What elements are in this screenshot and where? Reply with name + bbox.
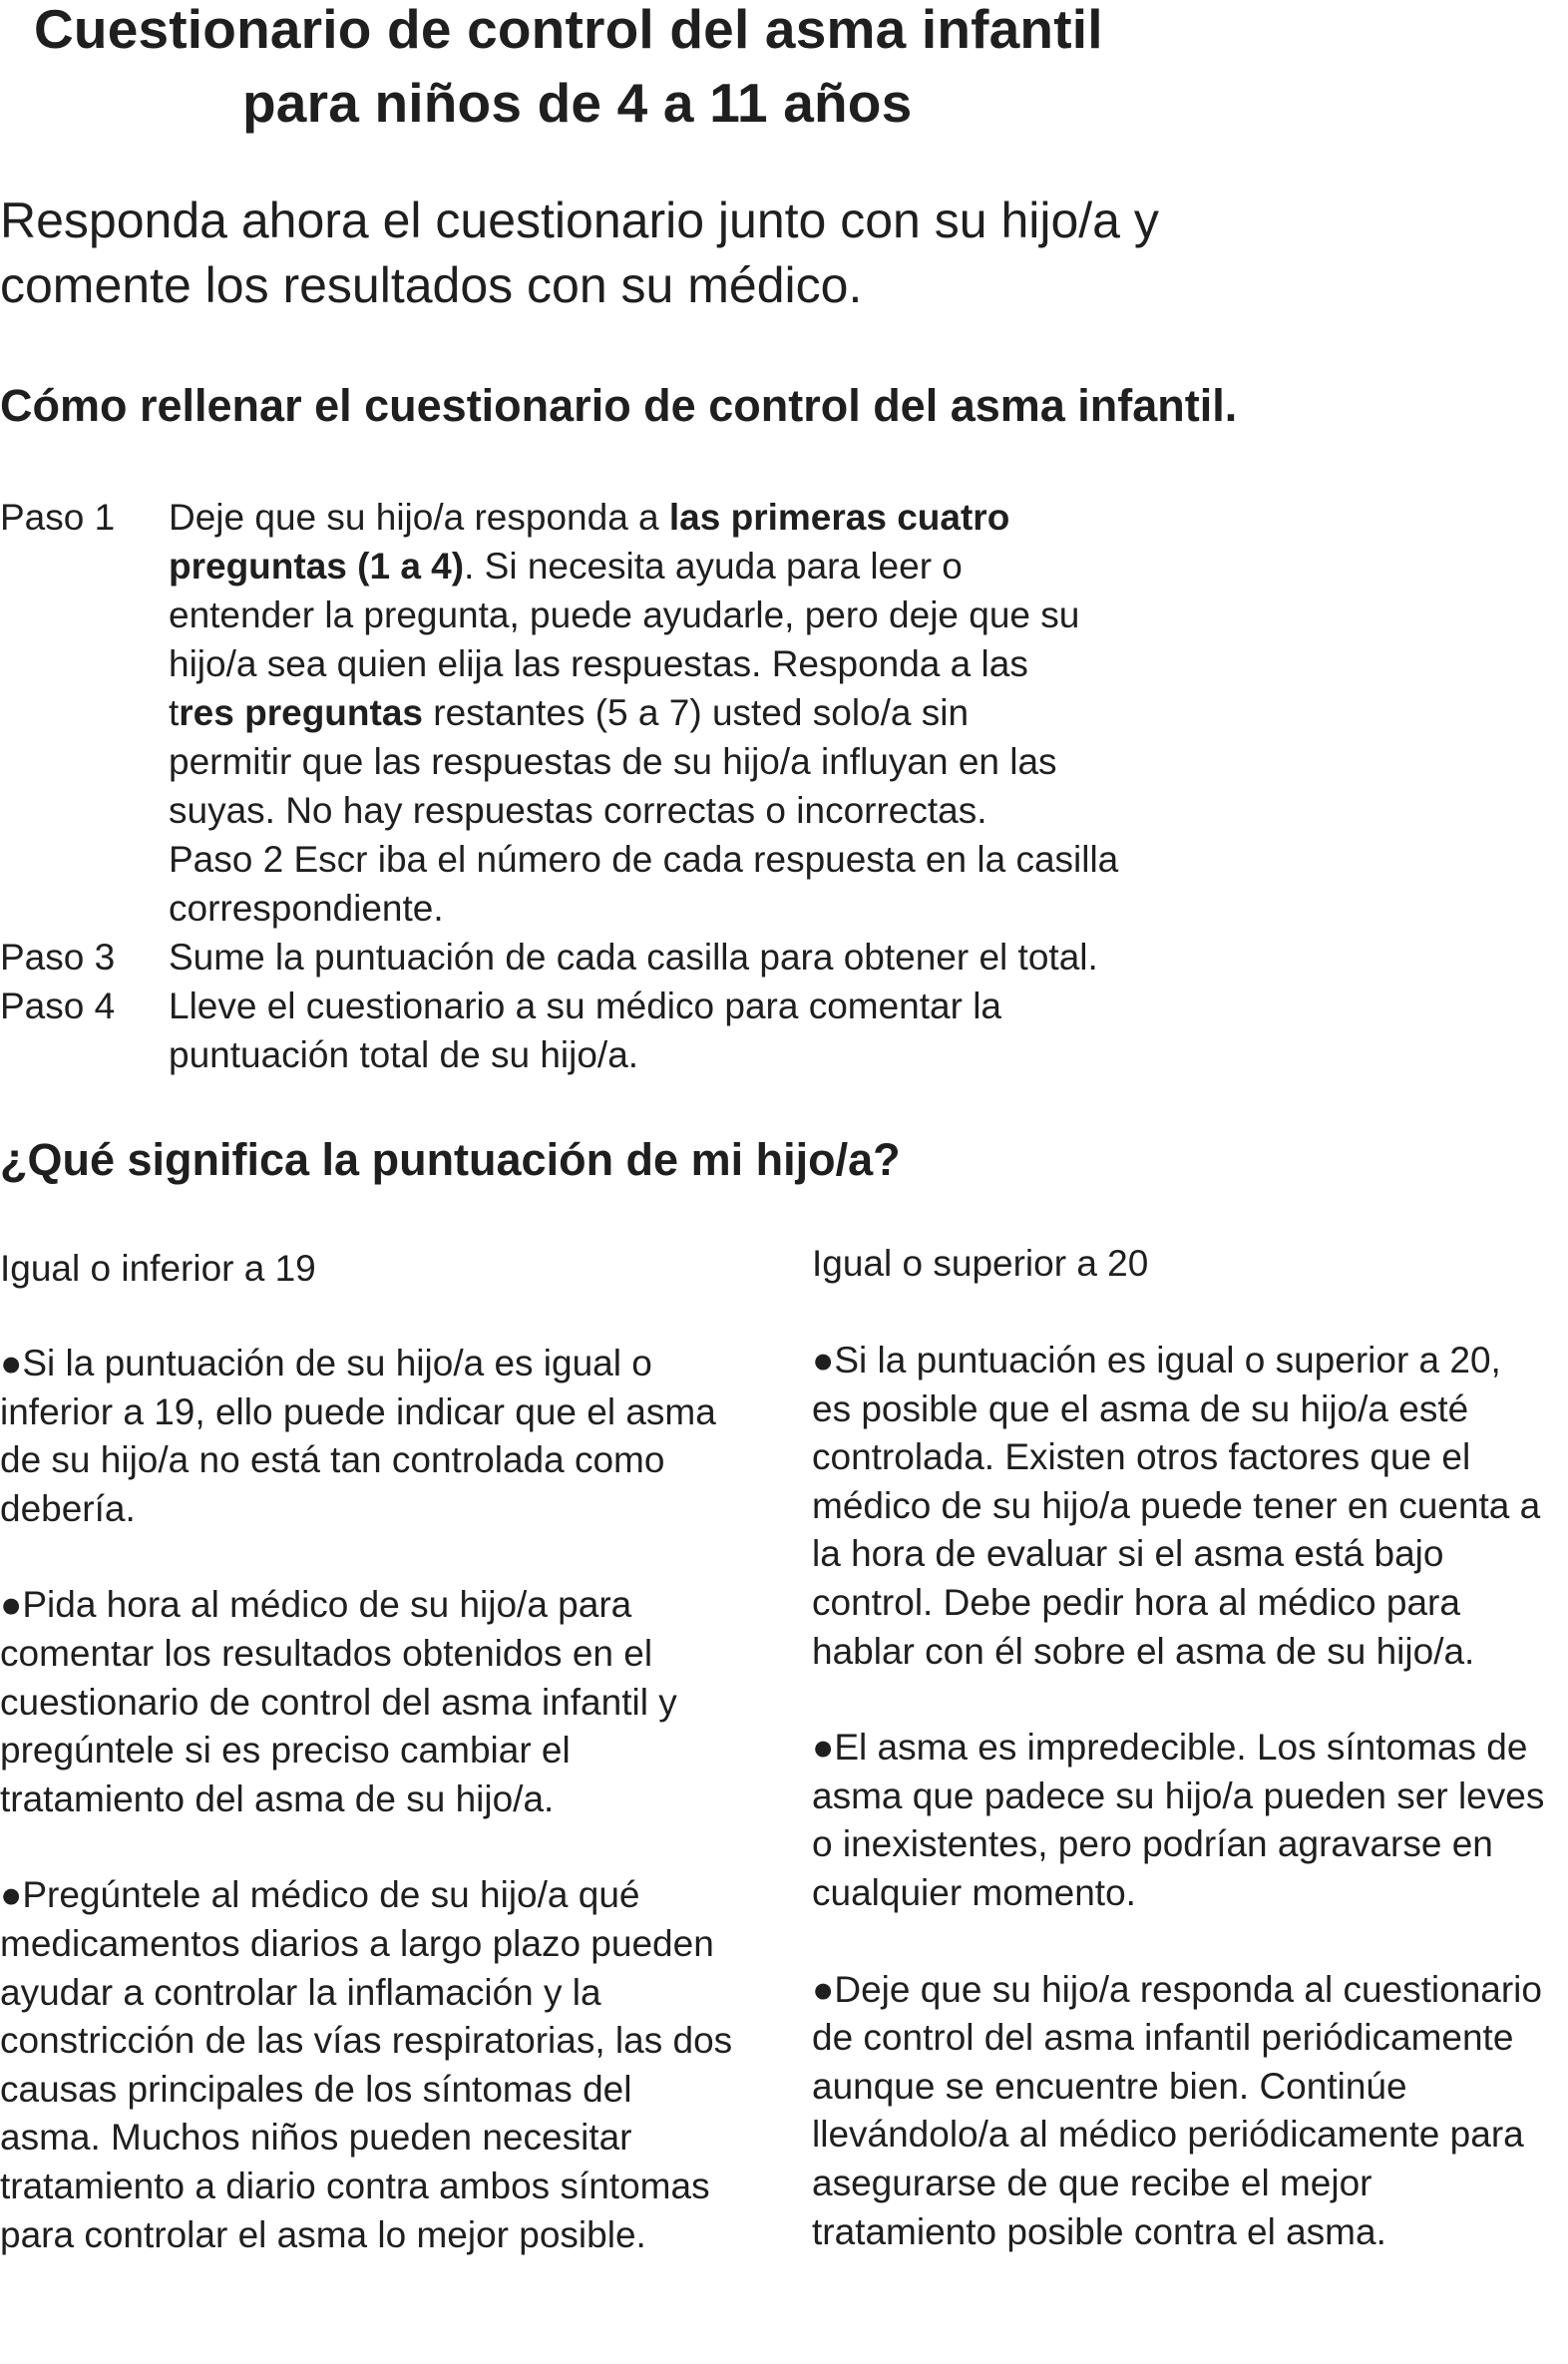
step-3-label: Paso 3	[0, 937, 116, 978]
intro-line-2: comente los resultados con su médico.	[0, 257, 863, 313]
step-1-line-4: hijo/a sea quien elija las respuestas. Responda a las	[169, 643, 1028, 684]
intro-line-1: Responda ahora el cuestionario junto con su hijo/a y	[0, 193, 1159, 248]
low-score-bullets	[0, 1340, 773, 2259]
high-score-bullets	[812, 1337, 1568, 2256]
step-1-line-1	[169, 493, 1009, 542]
step-2-line-1: Paso 2 Escr iba el número de cada respuesta en la casilla	[169, 839, 1119, 880]
how-to-heading: Cómo rellenar el cuestionario de control del asma infantil.	[0, 380, 1238, 431]
high-score-bullet-2: ●El asma es impredecible. Los síntomas de asma que padece su hijo/a pueden ser leves o inexistentes, pero podrían agravarse en cualquier momento.	[812, 1727, 1545, 1913]
step-2-line-2: correspondiente.	[169, 888, 444, 929]
step-3-text: Sume la puntuación de cada casilla para obtener el total.	[169, 937, 1098, 978]
step-1-emphasis-2: preguntas (1 a 4)	[169, 546, 465, 587]
score-meaning-heading: ¿Qué significa la puntuación de mi hijo/a?	[0, 1134, 901, 1185]
page-title-line-1: Cuestionario de control del asma infantil	[34, 0, 1103, 60]
high-score-column	[812, 1240, 1568, 1289]
step-1-line-3: entender la pregunta, puede ayudarle, pero deje que su	[169, 594, 1080, 635]
high-score-bullet-3: ●Deje que su hijo/a responda al cuestionario de control del asma infantil periódicamente aunque se encuentre bien. Continúe llevándolo/a al médico periódicamente para asegurarse de que recibe el mejor tratamiento posible contra el asma.	[812, 1968, 1542, 2252]
low-score-bullet-2: ●Pida hora al médico de su hijo/a para comentar los resultados obtenidos en el cuestionario de control del asma infantil y pregúntele si es preciso cambiar el tratamiento del asma de su hijo/a.	[0, 1584, 677, 1819]
low-score-bullet-3: ●Pregúntele al médico de su hijo/a qué medicamentos diarios a largo plazo pueden ayudar a controlar la inflamación y la constricción de las vías respiratorias, las dos causas principales de los síntomas del asma. Muchos niños pueden necesitar tratamiento a diario contra ambos síntomas para controlar el asma lo mejor posible.	[0, 1874, 733, 2255]
page-title-line-2: para niños de 4 a 11 años	[242, 72, 913, 134]
step-1-line-5-post: restantes (5 a 7) usted solo/a sin	[422, 692, 970, 733]
step-1-line-5-pre: t	[169, 692, 180, 733]
high-score-bullet-1: ●Si la puntuación es igual o superior a 20, es posible que el asma de su hijo/a esté controlada. Existen otros factores que el médico de su hijo/a puede tener en cuenta a la hora de evaluar si el asma está bajo control. Debe pedir hora al médico para hablar con él sobre el asma de su hijo/a.	[812, 1340, 1541, 1672]
high-score-heading: Igual o superior a 20	[812, 1243, 1149, 1284]
step-1-line-5	[169, 688, 969, 737]
step-1-line-7: suyas. No hay respuestas correctas o incorrectas.	[169, 790, 987, 831]
step-1-line-1-text: Deje que su hijo/a responda a	[169, 497, 669, 538]
step-4-label: Paso 4	[0, 985, 116, 1026]
step-1-line-6: permitir que las respuestas de su hijo/a influyan en las	[169, 741, 1057, 782]
step-1-line-2	[169, 542, 963, 591]
step-1-line-2-text: . Si necesita ayuda para leer o	[464, 546, 963, 587]
step-1-emphasis-1: las primeras cuatro	[668, 497, 1010, 538]
step-4-line-1: Lleve el cuestionario a su médico para comentar la	[169, 985, 1002, 1026]
intro-text	[0, 189, 1317, 318]
step-1-label: Paso 1	[0, 497, 116, 538]
low-score-heading: Igual o inferior a 19	[0, 1248, 316, 1289]
low-score-bullet-1: ●Si la puntuación de su hijo/a es igual o inferior a 19, ello puede indicar que el asma de su hijo/a no está tan controlada como debería.	[0, 1343, 716, 1529]
step-4-line-2: puntuación total de su hijo/a.	[169, 1034, 639, 1075]
step-1-emphasis-3: res preguntas	[179, 692, 423, 733]
low-score-column	[0, 1245, 773, 1294]
